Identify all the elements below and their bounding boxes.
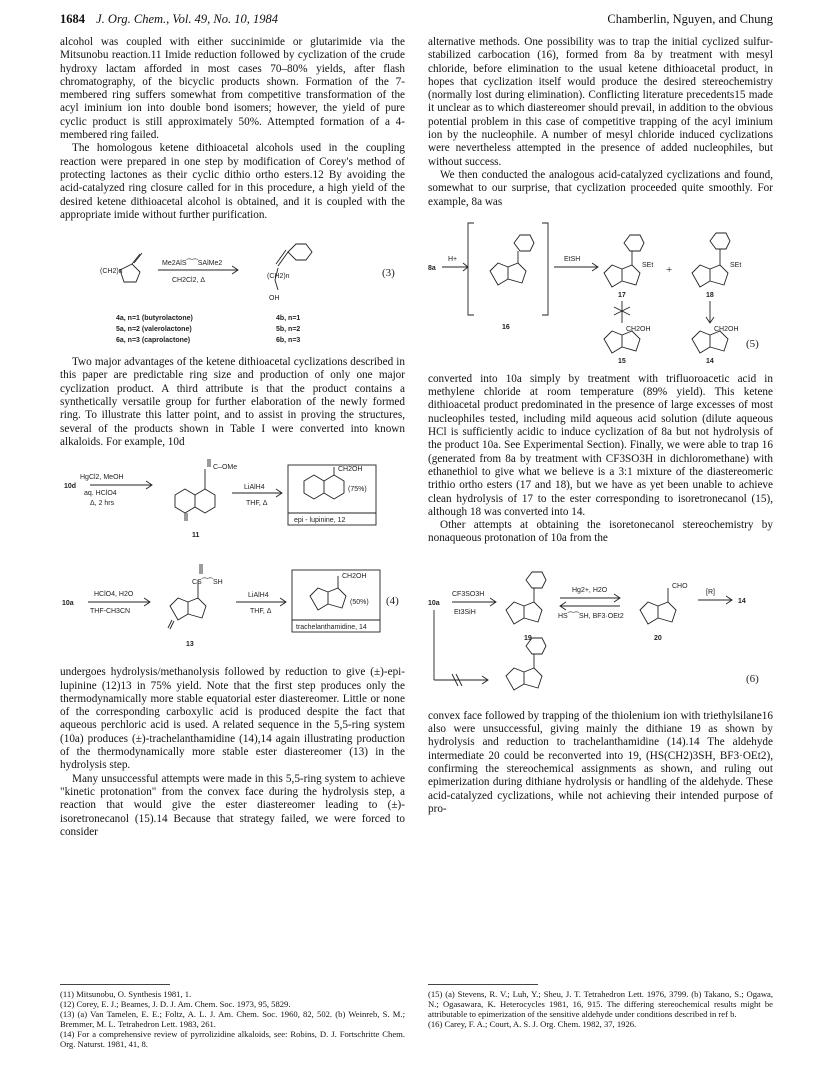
scheme-5 xyxy=(428,215,773,365)
scheme-10d-structure xyxy=(60,455,405,550)
paragraph: Other attempts at obtaining the isoretonecanol stereochemistry by nonaqueous protonation of 10a from the xyxy=(428,519,773,545)
scheme-5-structure xyxy=(428,215,773,365)
cation-number: 16 xyxy=(502,323,510,331)
cond1-mid: aq. HClO4 xyxy=(84,490,117,498)
cond2-bottom: THF, Δ xyxy=(246,500,268,508)
eq3-reagent-bottom: CH2Cl2, Δ xyxy=(172,277,206,285)
yield: (75%) xyxy=(348,486,367,494)
compound-15: 15 xyxy=(618,357,626,365)
eq3-row-right: 4b, n=1 xyxy=(276,315,301,323)
page-number: 1684 xyxy=(60,12,85,26)
eq3-row-right: 5b, n=2 xyxy=(276,326,301,334)
reagent-label: EtSH xyxy=(564,255,581,263)
cond2-bottom: THF, Δ xyxy=(250,608,272,616)
page-header xyxy=(60,12,773,32)
alcohol-chain-label: (CH2)n xyxy=(267,273,290,281)
cond2-bottom: HS⁀⁀SH, BF3·OEt2 xyxy=(558,612,624,620)
compound-17: 17 xyxy=(618,291,626,299)
footnote: (15) (a) Stevens, R. V.; Luh, Y.; Sheu, J. T. Tetrahedron Lett. 1976, 3799. (b) Takano, S.; Ogawa, N.; Ogasawara, K. Heterocycles 1981, 16, 915. The differing stereochemical results might be attributable to epimerization of the sensitive aldehyde under conditions described in ref b. xyxy=(428,989,773,1019)
footnote-rule xyxy=(428,984,538,985)
header-left xyxy=(60,12,278,27)
ethylthio-group: SEt xyxy=(730,261,742,269)
paragraph: Many unsuccessful attempts were made in this 5,5-ring system to achieve "kinetic protonation" from the convex face during the hydrolysis step, a reaction that would give the ester diastereomer leading to (±)-isoretronecanol (15).14 Because that strategy failed, we were forced to consider xyxy=(60,772,405,838)
ethylthio-group: SEt xyxy=(642,261,654,269)
scheme-6-structure xyxy=(428,552,773,702)
product-14: 14 xyxy=(738,597,746,605)
cond1-bottom: THF-CH3CN xyxy=(90,608,131,616)
aldehyde-group: CHO xyxy=(672,582,688,590)
footnote: (14) For a comprehensive review of pyrrolizidine alkaloids, see: Robins, D. J. Fortschritte Chem. Org. Naturst. 1981, 41, 8. xyxy=(60,1029,405,1049)
footnote: (12) Corey, E. J.; Beames, J. D. J. Am. Chem. Soc. 1973, 95, 5829. xyxy=(60,999,291,1009)
compound-20: 20 xyxy=(654,634,662,642)
journal-citation: J. Org. Chem., Vol. 49, No. 10, 1984 xyxy=(96,12,278,26)
hydroxymethyl-group: CH2OH xyxy=(714,325,739,333)
thioester-group: CS⁀⁀SH xyxy=(192,579,223,587)
product-name: epi - lupinine, 12 xyxy=(294,517,346,525)
cond2-top: LiAlH4 xyxy=(248,592,269,600)
start-compound: 10a xyxy=(62,600,74,608)
hydroxyl-label: OH xyxy=(269,295,280,303)
paragraph: alternative methods. One possibility was to trap the initial cyclized sulfur-stabilized carbocation (16), formed from 8a by treatment with mesyl chloride, before elimination to the usual ketene dithioacetal product, in hopes that cyclization itself would produce the desired stereochemistry (normally lost during elimination). Conflicting literature precedents15 made it unclear as to which diastereomer should prevail, in addition to the obvious potential problem in this case of competitive trapping of the acyl iminium ion by the nucleophile. A number of mesyl chloride induced cyclizations were nevertheless attempted in the presence of added nucleophiles, but without success. xyxy=(428,36,773,168)
eq3-row-right: 6b, n=3 xyxy=(276,337,301,345)
product-name: trachelanthamidine, 14 xyxy=(296,624,367,632)
yield: (50%) xyxy=(350,599,369,607)
compound-19: 19 xyxy=(524,634,532,642)
intermediate-number: 13 xyxy=(186,641,194,649)
eq3-reagent-top: Me2AlS⁀⁀SAlMe2 xyxy=(162,260,223,268)
eq3-row-left: 5a, n=2 (valerolactone) xyxy=(116,326,192,334)
footnotes-right xyxy=(428,989,773,1029)
paragraph: undergoes hydrolysis/methanolysis followed by reduction to give (±)-epi-lupinine (12)13 in 75% yield. Note that the first step produces only the thermodynamically more stable equatorial ester diastereomer. Little or none of the corresponding carboxylic acid is produced despite the fact that aqueous perchloric acid is used. A related sequence in the 5,5-ring system (10a) produces (±)-trachelanthamidine (14),14 again illustrating production of the thermodynamically more stable ester diastereomer (13) in the hydrolysis step. xyxy=(60,666,405,772)
cond1-bottom: Et3SiH xyxy=(454,608,476,616)
hydrolysis-scheme-10a xyxy=(60,558,405,658)
cond1-top: HClO4, H2O xyxy=(94,591,134,599)
hydroxymethyl-group: CH2OH xyxy=(626,325,651,333)
footnote-rule xyxy=(60,984,170,985)
plus-sign: + xyxy=(666,263,673,276)
scheme-6 xyxy=(428,552,773,702)
footnote: (13) (a) Van Tamelen, E. E.; Foltz, A. L. J. Am. Chem. Soc. 1960, 82, 502. (b) Weinreb, S. M.; Bremmer, M. L. Tetrahedron Lett. 1983, 261. xyxy=(60,1009,405,1029)
footnote: (16) Carey, F. A.; Court, A. S. J. Org. Chem. 1982, 37, 1926. xyxy=(428,1019,637,1029)
equation-3-structure xyxy=(60,228,405,348)
compound-18: 18 xyxy=(706,291,714,299)
cond1-top: CF3SO3H xyxy=(452,590,485,598)
start-compound: 8a xyxy=(428,264,436,272)
paragraph: We then conducted the analogous acid-catalyzed cyclizations and found, somewhat to our surprise, that cyclization proceeded quite smoothly. For example, 8a was xyxy=(428,168,773,208)
acid-label: H+ xyxy=(448,255,458,263)
hydroxymethyl-group: CH2OH xyxy=(338,466,363,474)
scheme-10a-structure xyxy=(60,558,405,658)
paragraph: Two major advantages of the ketene dithioacetal cyclizations described in this paper are predictable ring size and production of only one major cyclization product. A third attribute is that the product contains a synthetically versatile group for further elaboration of the newly formed ring. To illustrate this latter point, and to assist in proving the structures, several of the products shown in Table I were converted into known alkaloids. For example, 10d xyxy=(60,356,405,448)
intermediate-number: 11 xyxy=(192,532,200,540)
hydroxymethyl-group: CH2OH xyxy=(342,573,367,581)
paragraph: alcohol was coupled with either succinimide or glutarimide via the Mitsunobu reaction.11 Imide reduction followed by cyclization of the crude hydroxy lactam afforded in most cases 70–80% yields, after flash chromatography, of the bicyclic products shown. Formation of the 7-membered ring suffers somewhat from competitive transformation of the acyl iminium ion into double bond isomers; however, the yield of pure cyclic product is still approximately 50%. Attempted formation of a 4-membered ring failed. xyxy=(60,36,405,142)
running-authors: Chamberlin, Nguyen, and Chung xyxy=(607,12,773,26)
start-compound: 10a xyxy=(428,599,440,607)
equation-number: (3) xyxy=(382,267,395,280)
equation-3-scheme xyxy=(60,228,405,348)
footnote: (11) Mitsunobu, O. Synthesis 1981, 1. xyxy=(60,989,192,999)
equation-number: (6) xyxy=(746,672,759,685)
footnotes-left xyxy=(60,989,405,1049)
hydrolysis-scheme-10d xyxy=(60,455,405,550)
equation-number: (4) xyxy=(386,595,399,608)
lactone-chain-label: (CH2)n xyxy=(100,268,123,276)
compound-14: 14 xyxy=(706,357,714,365)
reduction-label: [R] xyxy=(706,588,715,596)
cond1-top: HgCl2, MeOH xyxy=(80,474,124,482)
cond1-bottom: Δ, 2 hrs xyxy=(90,500,115,508)
start-compound: 10d xyxy=(64,483,77,491)
paragraph: convex face followed by trapping of the thiolenium ion with triethylsilane16 also were unsuccessful, giving mainly the dithiane 19 as shown by hydrolysis and reduction to trachelanthamidine (14).14 The aldehyde intermediate 20 could be reconverted into 19, (HS(CH2)3SH, BF3·OEt2), confirming the stereochemical assignments as shown, and ruling out epimerization during dithiane hydrolysis or handling of the aldehyde. These acid-catalyzed cyclizations, while not achieving their intended purpose of pro- xyxy=(428,709,773,815)
right-column xyxy=(428,36,773,816)
eq3-row-left: 4a, n=1 (butyrolactone) xyxy=(116,315,193,323)
equation-number: (5) xyxy=(746,337,759,350)
cond2-top: LiAlH4 xyxy=(244,484,265,492)
cond2-top: Hg2+, H2O xyxy=(572,586,608,594)
paragraph: converted into 10a simply by treatment with trifluoroacetic acid in methylene chloride at room temperature (89% yield). This ketene dithioacetal product predominated in the presence of large excesses of most nucleophiles tested, including mild aqueous acid solution (dilute aqueous HCl is sufficiently acidic to induce cyclization of 8a but not hydrolysis of the product 10a. See Experimental Section). Finally, we were able to trap 16 (generated from 8a by treatment with CF3SO3H in dichloromethane) with ethanethiol to give what we believe is a 3:1 mixture of the diastereomeric trithio ortho esters (17 and 18), but we have as yet been unable to achieve clean hydrolysis of 17 to the ester corresponding to isoretronecanol (15), although 18 was converted into 14. xyxy=(428,372,773,518)
left-column xyxy=(60,36,405,839)
eq3-row-left: 6a, n=3 (caprolactone) xyxy=(116,337,191,345)
paragraph: The homologous ketene dithioacetal alcohols used in the coupling reaction were prepared in one step by modification of Corey's method of protecting lactones as their cyclic dithio ortho esters.12 By avoiding the acid-catalyzed ring closure called for in this procedure, a high yield of the desired ketene dithioacetal alcohol is obtained, and it is coupled with the appropriate imide without further purification. xyxy=(60,142,405,221)
ester-group: C–OMe xyxy=(213,464,238,472)
